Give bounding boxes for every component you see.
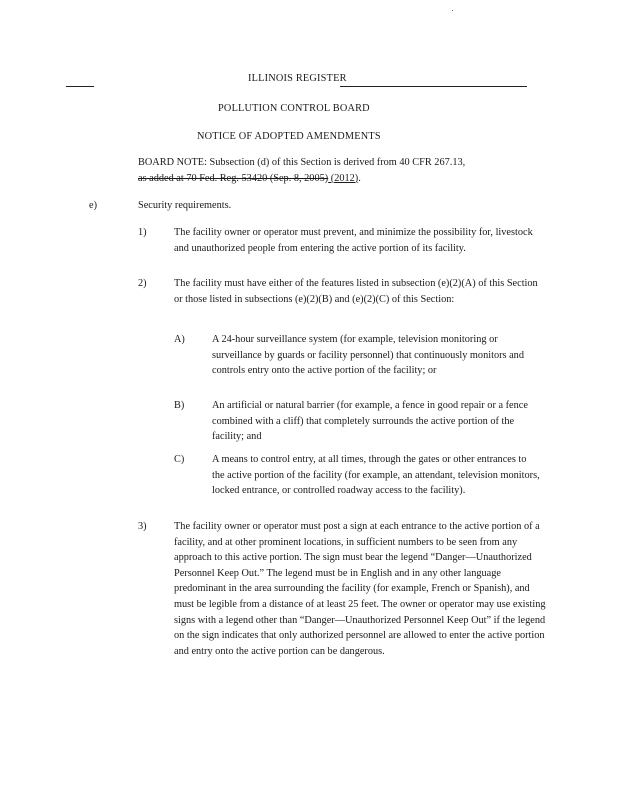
- subitem-b-text: An artificial or natural barrier (for example, a fence in good repair or a fence combined with a cliff) that completely surrounds the active portion of the facility; and: [212, 400, 528, 443]
- board-title: POLLUTION CONTROL BOARD: [218, 103, 370, 114]
- register-title: ILLINOIS REGISTER: [248, 73, 347, 84]
- section-e-title: Security requirements.: [138, 200, 232, 211]
- header-rule-right: [340, 86, 527, 87]
- header-rule-left: [66, 86, 94, 87]
- item-2-text: The facility must have either of the features listed in subsection (e)(2)(A) of this Section or those listed in subsections (e)(2)(B) and (e)(2)(C) of this Section:: [174, 278, 538, 305]
- subitem-a-text: A 24-hour surveillance system (for example, television monitoring or surveillance by guards or facility personnel) that continuously monitors and controls entry onto the active portion of the facility; or: [212, 334, 524, 377]
- item-3-label: 3): [138, 521, 147, 532]
- item-2-label: 2): [138, 278, 147, 289]
- scan-speck: [452, 10, 453, 11]
- subitem-a-label: A): [174, 334, 185, 345]
- added-citation: (2012): [328, 172, 359, 184]
- notice-title: NOTICE OF ADOPTED AMENDMENTS: [197, 131, 381, 142]
- section-e-label: e): [89, 200, 97, 211]
- subitem-c-label: C): [174, 454, 185, 465]
- item-1-text: The facility owner or operator must prevent, and minimize the possibility for, livestock and unauthorized people from entering the active portion of its facility.: [174, 227, 533, 254]
- board-note-line1: BOARD NOTE: Subsection (d) of this Section is derived from 40 CFR 267.13,: [138, 157, 466, 168]
- subitem-c-text: A means to control entry, at all times, through the gates or other entrances to the active portion of the facility (for example, an attendant, television monitors, locked entrance, or controlled roadway access to the facility).: [212, 454, 540, 497]
- item-1-label: 1): [138, 227, 147, 238]
- item-3-text: The facility owner or operator must post a sign at each entrance to the active portion of a facility, and at other prominent locations, in sufficient numbers to be seen from any approach to this active portion. The sign must bear the legend “Danger—Unauthorized Personnel Keep Out.” The legend must be in English and in any other language predominant in the area surrounding the facility (for example, French or Spanish), and must be legible from a distance of at least 25 feet. The owner or operator may use existing signs with a legend other than “Danger—Unauthorized Personnel Keep Out” if the legend on the sign indicates that only authorized personnel are allowed to enter the active portion and entry onto the active portion can be dangerous.: [174, 521, 546, 657]
- struck-citation: as added at 70 Fed. Reg. 53420 (Sep. 8, 2005): [138, 172, 329, 184]
- board-note-end: .: [358, 172, 361, 184]
- board-note-line2: [138, 171, 538, 187]
- board-note: [138, 155, 538, 186]
- subitem-b-label: B): [174, 400, 185, 411]
